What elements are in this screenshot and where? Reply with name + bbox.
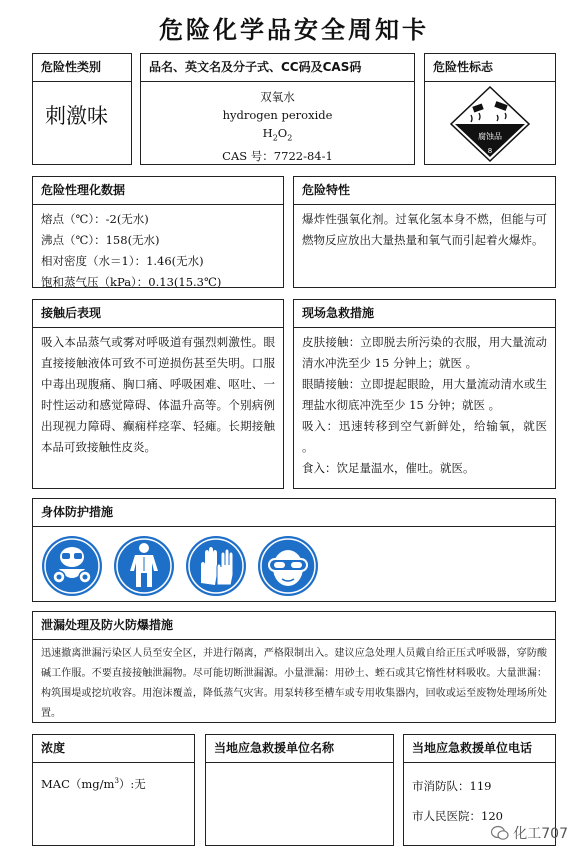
mac-value: $MAC(mg/m^3)$:无 — [41, 776, 146, 791]
hazard-properties-panel — [293, 176, 556, 288]
local-phone-header: 当地应急救援单位电话 — [404, 735, 555, 763]
corrosive-diamond-icon — [449, 85, 531, 163]
wechat-icon — [491, 825, 509, 841]
hazard-sign-header: 危险性标志 — [425, 54, 555, 82]
physchem-header: 危险性理化数据 — [33, 177, 283, 205]
ppe-header: 身体防护措施 — [33, 499, 555, 527]
goggles-icon — [257, 535, 319, 597]
physchem-panel — [32, 176, 284, 288]
concentration-header: 浓度 — [33, 735, 194, 763]
watermark — [491, 823, 568, 843]
relative-density: 相对密度（水＝1）：1.46(无水) — [41, 254, 204, 268]
page-title: 危险化学品安全周知卡 — [159, 16, 429, 44]
cas-number: CAS 号：7722-84-1 — [222, 149, 333, 164]
first-aid-header: 现场急救措施 — [294, 300, 555, 328]
exposure-panel — [32, 299, 284, 489]
cn-name: 双氧水 — [260, 90, 295, 104]
hazard-class-panel — [32, 53, 132, 165]
hazard-properties-header: 危险特性 — [294, 177, 555, 205]
spill-header: 泄漏处理及防火防爆措施 — [33, 612, 555, 640]
chemical-names-header: 品名、英文名及分子式、CC码及CAS码 — [141, 54, 414, 82]
watermark-text: 化工707 — [513, 826, 568, 842]
local-unit-panel — [205, 734, 394, 846]
gloves-icon — [185, 535, 247, 597]
ppe-panel — [32, 498, 556, 602]
melting-point: 熔点（℃）：-2(无水) — [41, 212, 149, 226]
first-aid-inhalation: 吸入：迅速转移到空气新鲜处，给输氧，就医 。 — [302, 419, 547, 454]
en-name: hydrogen peroxide — [222, 108, 333, 122]
respirator-icon — [41, 535, 103, 597]
boiling-point: 沸点（℃）：158(无水) — [41, 233, 160, 247]
first-aid-eye: 眼睛接触：立即提起眼睑，用大量流动清水或生理盐水彻底冲洗至少 15 分钟；就医 。 — [302, 377, 547, 412]
class-number: 8 — [487, 147, 493, 155]
hazard-sign-panel — [424, 53, 556, 165]
spill-text: 迅速撤离泄漏污染区人员至安全区，并进行隔离，严格限制出入。建议应急处理人员戴自给正压式呼吸器，穿防酸碱工作服。不要直接接触泄漏物。尽可能切断泄漏源。小量泄漏：用砂土、蛭石或其它惰性材料吸收。大量泄漏：构筑围堤或挖坑收容。用泡沫覆盖，降低蒸气灾害。用泵转移至槽车或专用收集器内，回收或运至废物处理场所处置。 — [41, 648, 547, 719]
spill-panel — [32, 611, 556, 723]
exposure-text: 吸入本品蒸气或雾对呼吸道有强烈刺激性。眼直接接触液体可致不可逆损伤甚至失明。口服中毒出现腹痛、胸口痛、呼吸困难、呕吐、一时性运动和感觉障碍、体温升高等。个别病例出现视力障碍、癫痫样痉挛、轻瘫。长期接触本品可致接触性皮炎。 — [41, 335, 275, 454]
corrosive-label: 腐蚀品 — [478, 132, 502, 141]
fire-brigade-phone: 市消防队：119 — [412, 779, 492, 793]
hazard-class-header: 危险性类别 — [33, 54, 131, 82]
first-aid-skin: 皮肤接触：立即脱去所污染的衣服，用大量流动清水冲洗至少 15 分钟上；就医 。 — [302, 335, 547, 370]
chemical-names-panel — [140, 53, 415, 165]
local-unit-header: 当地应急救援单位名称 — [206, 735, 393, 763]
hazard-properties-text: 爆炸性强氧化剂。过氧化氢本身不燃，但能与可燃物反应放出大量热量和氧气而引起着火爆炸。 — [302, 212, 547, 247]
first-aid-ingestion: 食入：饮足量温水，催吐。就医。 — [302, 461, 475, 475]
exposure-header: 接触后表现 — [33, 300, 283, 328]
first-aid-panel — [293, 299, 556, 489]
vapor-pressure: 饱和蒸气压（kPa）：0.13(15.3℃) — [41, 275, 222, 289]
hospital-phone: 市人民医院：120 — [412, 809, 503, 823]
molecular-formula: $H_2O_2$ — [262, 126, 293, 143]
hazard-class-value: 刺激味 — [45, 104, 108, 128]
concentration-panel — [32, 734, 195, 846]
protective-suit-icon — [113, 535, 175, 597]
